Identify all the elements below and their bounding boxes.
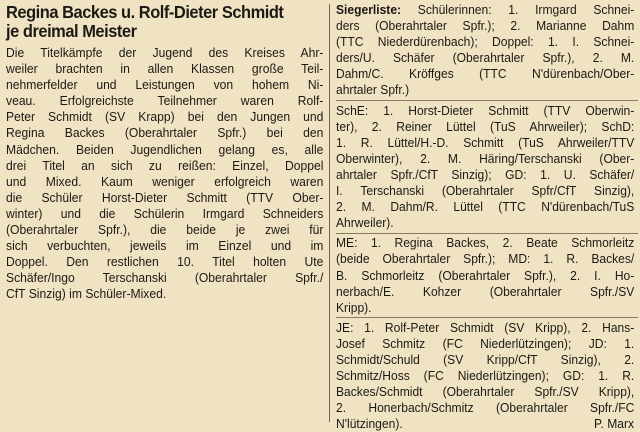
- results-line: ter), 2. Reiner Lüttel (TuS Ahrweiler); SchD:: [336, 118, 635, 134]
- results-line: JE: 1. Rolf-Peter Schmidt (SV Kripp), 2. Hans-: [336, 319, 635, 335]
- results-line: Oberwinter), 2. M. Häring/Terschanski (Ober-: [336, 150, 635, 166]
- results-line: Kripp).: [336, 299, 372, 315]
- article-line: drei Titel an sich zu reißen: Einzel, Doppel: [6, 157, 324, 173]
- results-line: Ahrweiler).: [336, 215, 394, 231]
- results-line: ME: 1. Regina Backes, 2. Beate Schmorleitz: [336, 235, 635, 251]
- results-line: Josef Schmitz (FC Niederlützingen); JD: 1.: [336, 335, 635, 351]
- article-line: Regina Backes (Oberahrtaler Spfr.) bei den: [6, 125, 324, 141]
- results-block-schuelerinnen: [336, 18, 636, 98]
- column-divider: [329, 4, 330, 422]
- article-line: sich verbuchten, jeweils im Einzel und im: [6, 238, 324, 254]
- results-line: I. Terschanski (Oberahrtaler Spfr/CfT Sinzig),: [336, 183, 635, 199]
- results-line: nerbach/E. Kohzer (Oberahrtaler Spfr./SV: [336, 283, 635, 299]
- results-first-line: [336, 2, 634, 18]
- results-line: ders/U. Schäfer (Oberahrtaler Spfr.), 2. M.: [336, 50, 635, 66]
- article-line: die Schüler Horst-Dieter Schmitt (TTV Ober-: [6, 189, 324, 205]
- results-line: 2. Honerbach/Schmitz (Oberahrtaler Spfr./FC: [336, 400, 635, 416]
- article-line: nehmerfelder und Leistungen von hohem Ni-: [6, 77, 324, 93]
- results-line: Schmidt/Schuld (SV Kripp/CfT Sinzig), 2.: [336, 351, 635, 367]
- results-line: 1. R. Lüttel/H.-D. Schmitt (TuS Ahrweiler/TTV: [336, 134, 635, 150]
- headline-line-2: je dreimal Meister: [6, 21, 137, 41]
- article-body: [6, 45, 324, 303]
- article-line: Mädchen. Beiden Jugendlichen gelang es, alle: [6, 141, 324, 157]
- results-line: B. Schmorleitz (Oberahrtaler Spfr.), 2. I. Ho-: [336, 267, 635, 283]
- article-line: veau. Erfolgreichste Teilnehmer waren Rolf-: [6, 93, 324, 109]
- results-line: (beide Oberahrtaler Spfr.); MD: 1. R. Backes/: [336, 251, 635, 267]
- results-separator: [336, 100, 638, 101]
- results-line: ahrtaler Spfr.): [336, 82, 410, 98]
- article-line: Doppel. Den restlichen 10. Titel holten Ute: [6, 254, 324, 270]
- article-line: Schäfer/Ingo Terschanski (Oberahrtaler Spfr./: [6, 270, 324, 286]
- results-label: Siegerliste:: [336, 2, 402, 17]
- article-column: [6, 3, 324, 303]
- results-separator: [336, 317, 638, 318]
- article-line: winter) und die Schülerin Irmgard Schneiders: [6, 205, 324, 221]
- results-line: (TTC Niederdürenbach); Doppel: 1. I. Schnei-: [336, 34, 635, 50]
- results-last-line: [336, 416, 635, 432]
- results-line: ders (Oberahrtaler Spfr.); 2. Marianne Dahm: [336, 18, 635, 34]
- results-line: ahrtaler Spfr./CfT Sinzig); GD: 1. U. Schäfer/: [336, 166, 635, 182]
- results-line: Backes/Schmidt (Oberahrtaler Spfr./SV Kripp),: [336, 384, 635, 400]
- article-line: Peter Schmidt (SV Krapp) bei den Jungen und: [6, 109, 324, 125]
- results-block-schueler: [336, 103, 636, 232]
- results-line: 2. M. Dahm/R. Lüttel (TTC N'dürenbach/TuS: [336, 199, 635, 215]
- results-line: Schmitz/Hoss (FC Niederlützingen); GD: 1. R.: [336, 368, 635, 384]
- results-block-jungen: [336, 320, 636, 417]
- results-column: [336, 2, 636, 432]
- article-line: CfT Sinzig) im Schüler-Mixed.: [6, 286, 167, 302]
- author-signature: P. Marx: [594, 416, 635, 432]
- article-line: (Oberahrtaler Spfr.), die beide je zwei für: [6, 222, 324, 238]
- headline: [6, 3, 324, 41]
- results-line: SchE: 1. Horst-Dieter Schmitt (TTV Oberwin-: [336, 102, 635, 118]
- results-line: Dahm/C. Kröffges (TTC N'dürenbach/Ober-: [336, 66, 635, 82]
- headline-line-1: Regina Backes u. Rolf-Dieter Schmidt: [6, 2, 284, 22]
- article-line: weiler brachten in allen Klassen große Teil-: [6, 61, 324, 77]
- article-line: Die Titelkämpfe der Jugend des Kreises Ahr-: [6, 45, 324, 60]
- results-block-maedchen: [336, 235, 636, 315]
- results-separator: [336, 233, 638, 234]
- results-last-line-text: N'lützingen).: [336, 416, 403, 432]
- article-line: und Mixed. Kaum weniger erfolgreich waren: [6, 173, 324, 189]
- results-first-line-text: Schülerinnen: 1. Irmgard Schnei-: [401, 2, 635, 17]
